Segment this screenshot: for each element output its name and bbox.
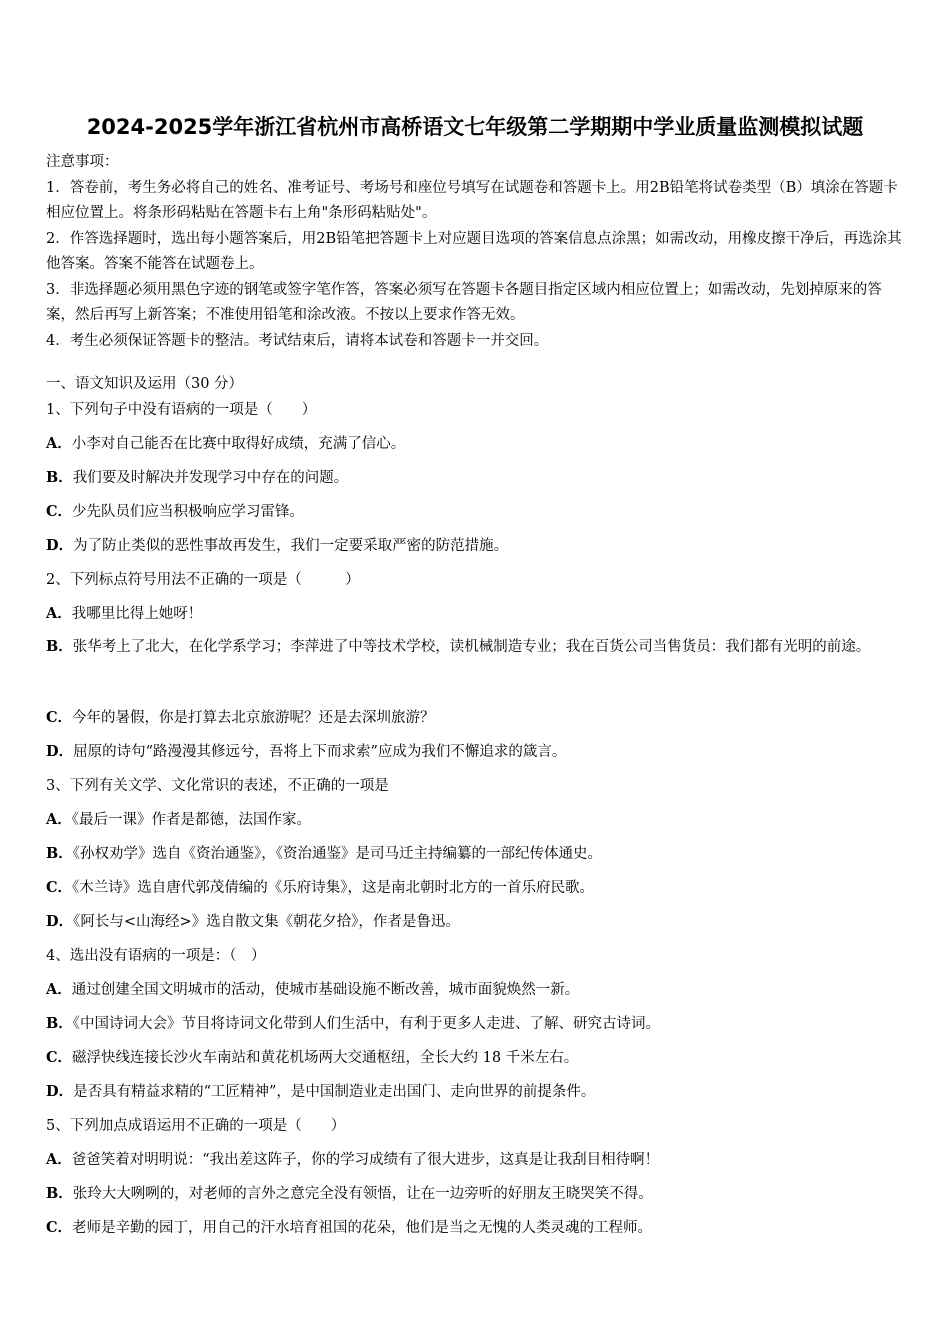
option-text: 张华考上了北大，在化学系学习；李萍进了中等技术学校，读机械制造专业；我在百货公司当售货员：我们都有光明的前途。	[72, 639, 871, 655]
option-item	[46, 1075, 906, 1109]
question-stem: 4、选出没有语病的一项是：（ ）	[46, 948, 266, 964]
option-text: 少先队员们应当积极响应学习雷锋。	[72, 504, 305, 520]
option-item	[46, 871, 906, 905]
option-text: 今年的暑假，你是打算去北京旅游呢？还是去深圳旅游？	[72, 710, 435, 726]
option-item	[46, 1177, 906, 1211]
option-text: 《最后一课》作者是都德，法国作家。	[71, 812, 312, 828]
option-letter: B．	[46, 1185, 73, 1202]
option-letter: D．	[46, 1083, 74, 1100]
option-text: 《中国诗词大会》节目将诗词文化带到人们生活中，有利于更多人走进、了解、研究古诗词。	[72, 1016, 661, 1032]
option-item	[46, 597, 906, 631]
option-item	[46, 973, 906, 1007]
option-item	[46, 461, 906, 495]
notice-heading: 注意事项：	[46, 154, 119, 170]
option-item	[46, 1041, 906, 1075]
option-item	[46, 735, 906, 769]
option-letter: A．	[46, 435, 72, 452]
page-title: 2024-2025学年浙江省杭州市高桥语文七年级第二学期期中学业质量监测模拟试题	[86, 115, 864, 139]
option-letter: B．	[46, 469, 73, 486]
option-text: 张玲大大咧咧的，对老师的言外之意完全没有领悟，让在一边旁听的好朋友王晓哭笑不得。	[72, 1186, 653, 1202]
option-letter: A．	[46, 1151, 72, 1168]
option-letter: B．	[46, 1015, 73, 1032]
option-text: 《阿长与<山海经>》选自散文集《朝花夕拾》，作者是鲁迅。	[73, 914, 460, 930]
option-item	[46, 529, 906, 563]
option-letter: A．	[46, 605, 72, 622]
option-letter: D．	[46, 537, 74, 554]
option-text: 爸爸笑着对明明说：“我出差这阵子，你的学习成绩有了很大进步，这真是让我刮目相待啊！	[71, 1152, 660, 1168]
option-letter: C．	[46, 709, 73, 726]
option-text: 老师是辛勤的园丁，用自己的汗水培育祖国的花朵，他们是当之无愧的人类灵魂的工程师。	[72, 1220, 653, 1236]
notice-item: 1．答卷前，考生务必将自己的姓名、准考证号、考场号和座位号填写在试题卷和答题卡上。用2B铅笔将试卷类型（B）填涂在答题卡相应位置上。将条形码粘贴在答题卡右上角"条形码粘贴处"。	[46, 179, 898, 221]
question-stem: 2、下列标点符号用法不正确的一项是（ ）	[46, 572, 360, 588]
option-text: 磁浮快线连接长沙火车南站和黄花机场两大交通枢纽，全长大约 18 千米左右。	[72, 1050, 579, 1066]
option-item	[46, 837, 906, 871]
option-item	[46, 1211, 906, 1245]
option-item	[46, 495, 906, 529]
option-item	[46, 628, 906, 666]
option-text: 《孙权劝学》选自《资治通鉴》，《资治通鉴》是司马迁主持编纂的一部纪传体通史。	[72, 846, 603, 862]
option-letter: D．	[46, 913, 74, 930]
question-stem: 5、下列加点成语运用不正确的一项是（ ）	[46, 1118, 346, 1134]
notice-item: 2．作答选择题时，选出每小题答案后，用2B铅笔把答题卡上对应题目选项的答案信息点涂黑；如需改动，用橡皮擦干净后，再选涂其他答案。答案不能答在试题卷上。	[46, 230, 902, 272]
option-text: 屈原的诗句“路漫漫其修远兮，吾将上下而求索”应成为我们不懈追求的箴言。	[73, 744, 567, 760]
option-text: 我哪里比得上她呀！	[71, 606, 203, 622]
notice-item: 4．考生必须保证答题卡的整洁。考试结束后，请将本试卷和答题卡一并交回。	[46, 332, 549, 349]
option-item	[46, 1143, 906, 1177]
option-letter: C．	[46, 1219, 73, 1236]
option-letter: A．	[46, 811, 72, 828]
option-letter: C．	[46, 879, 73, 896]
option-letter: A．	[46, 981, 72, 998]
option-letter: C．	[46, 503, 73, 520]
question-stem: 1、下列句子中没有语病的一项是（ ）	[46, 402, 317, 418]
option-text: 通过创建全国文明城市的活动，使城市基础设施不断改善，城市面貌焕然一新。	[71, 982, 580, 998]
notice-block	[46, 150, 906, 354]
option-letter: C．	[46, 1049, 73, 1066]
option-letter: B．	[46, 845, 73, 862]
section-heading: 一、语文知识及运用（30 分）	[46, 376, 244, 392]
option-text: 《木兰诗》选自唐代郭茂倩编的《乐府诗集》，这是南北朝时北方的一首乐府民歌。	[72, 880, 595, 896]
option-item	[46, 1007, 906, 1041]
option-text: 是否具有精益求精的“工匠精神”，是中国制造业走出国门、走向世界的前提条件。	[73, 1084, 596, 1100]
option-letter: D．	[46, 743, 74, 760]
notice-item: 3．非选择题必须用黑色字迹的钢笔或签字笔作答，答案必须写在答题卡各题目指定区域内相应位置上；如需改动，先划掉原来的答案，然后再写上新答案；不准使用铅笔和涂改液。不按以上要求作答无效。	[46, 281, 882, 323]
option-item	[46, 427, 906, 461]
option-text: 我们要及时解决并发现学习中存在的问题。	[72, 470, 349, 486]
option-item	[46, 905, 906, 939]
option-text: 为了防止类似的恶性事故再发生，我们一定要采取严密的防范措施。	[73, 538, 509, 554]
option-item	[46, 803, 906, 837]
option-text: 小李对自己能否在比赛中取得好成绩，充满了信心。	[71, 436, 406, 452]
option-item	[46, 701, 906, 735]
option-letter: B．	[46, 638, 73, 655]
question-stem: 3、下列有关文学、文化常识的表述，不正确的一项是	[46, 778, 389, 794]
